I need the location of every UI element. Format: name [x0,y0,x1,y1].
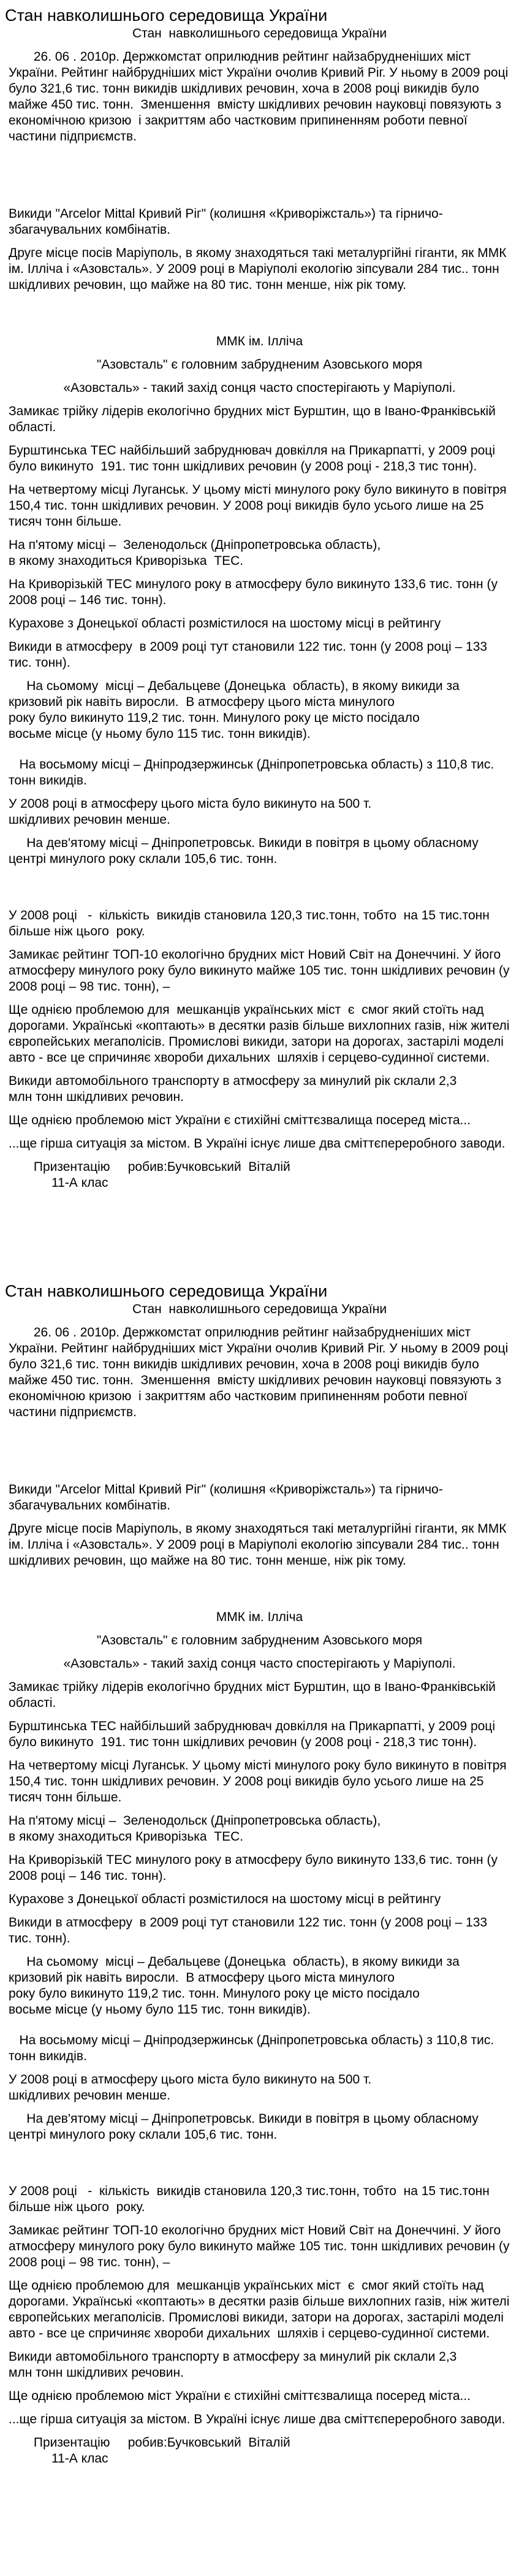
paragraph-dniprodzerzhynsk-2008: У 2008 році в атмосферу цього міста було викинуто на 500 т. шкідливих речовин менше. [9,797,372,827]
subtitle: Стан навколишнього середовища України [132,26,387,40]
document-title: Стан навколишнього середовища України [5,1282,328,1300]
caption-sunset: «Азовсталь» - такий захід сонця часто спостерігають у Маріуполі. [63,381,456,395]
paragraph-luhansk: На четвертому місці Луганськ. У цьому місті минулого року було викинуто в повітря 150,4 тис. тонн шкідливих речовин. У 2008 році викидів було усього лише на 25 тисяч тонн більше. [9,1758,510,1804]
paragraph-zelenodolsk: На п'ятому місці – Зеленодольск (Дніпропетровська область), в якому знаходиться Криворізька ТЕС. [9,1814,381,1844]
paragraph-kurakhove-emissions: Викиди в атмосферу в 2009 році тут становили 122 тис. тонн (у 2008 році – 133 тис. тонн). [9,640,491,670]
paragraph-dniprodzerzhynsk: На восьмому місці – Дніпродзержинськ (Дніпропетровська область) з 110,8 тис. тонн викидів. [9,757,498,788]
document-copy-1 [0,0,519,1191]
author-line: Призентацію робив:Бучковський Віталій [9,1160,290,1174]
paragraph-recycling: ...ще гірша ситуація за містом. В Україні існує лише два сміттєпереробного заводи. [9,1137,506,1151]
paragraph-2008-total: У 2008 році - кількість викидів становила 120,3 тис.тонн, тобто на 15 тис.тонн більше ніж цього року. [9,2184,493,2214]
paragraph-kryvorizka-tes: На Криворізькій ТЕС минулого року в атмосферу було викинуто 133,6 тис. тонн (у 2008 році – 146 тис. тонн). [9,1853,501,1883]
author-line: Призентацію робив:Бучковський Віталій [9,2436,290,2450]
paragraph-mariupol: Друге місце посів Маріуполь, в якому знаходяться такі металургійні гіганти, як ММК ім. Ілліча і «Азовсталь». У 2009 році в Маріуполі екологію зіпсували 284 тис.. тонн шкідливих речовин, що майже на 80 тис. тонн менше, ніж рік тому. [9,246,510,292]
paragraph-mariupol: Друге місце посів Маріуполь, в якому знаходяться такі металургійні гіганти, як ММК ім. Ілліча і «Азовсталь». У 2009 році в Маріуполі екологію зіпсували 284 тис.. тонн шкідливих речовин, що майже на 80 тис. тонн менше, ніж рік тому. [9,1522,510,1568]
paragraph-landfills: Ще однією проблемою міст України є стихійні сміттєзвалища посеред міста... [9,2389,471,2403]
paragraph-debaltseve: На сьомому місці – Дебальцеве (Донецька область), в якому викиди за кризовий рік навіть виросли. В атмосферу цього міста минулого року було викинуто 119,2 тис. тонн. Минулого року це місто посідало восьме місце (у ньому було 115 тис. тонн викидів). [9,1955,460,2017]
document-title: Стан навколишнього середовища України [5,6,328,25]
caption-mmk: ММК ім. Ілліча [216,1610,303,1624]
subtitle: Стан навколишнього середовища України [132,1302,387,1316]
paragraph-burshtyn-tes: Бурштинська ТЕС найбільший забруднювач довкілля на Прикарпатті, у 2009 році було викинуто 191. тис тонн шкідливих речовин (у 2008 році - 218,3 тис тонн). [9,1719,499,1749]
paragraph-smog: Ще однією проблемою для мешканців українських міст є смог який стоїть над дорогами. Українські «коптають» в десятки разів більше вихлопних газів, ніж жителі європейських мегаполісів. Промислові викиди, затори на дорогах, застарілі моделі авто - все це спричиняє хвороби дихальних шляхів і серцево-судинної системи. [9,1003,513,1065]
paragraph-kurakhove: Курахове з Донецької області розмістилося на шостому місці в рейтингу [9,616,441,631]
paragraph-novyi-svit: Замикає рейтинг ТОП-10 екологічно брудних міст Новий Світ на Донеччині. У його атмосферу минулого року було викинуто майже 105 тис. тонн шкідливих речовин (у 2008 році – 98 тис. тонн), – [9,2223,513,2269]
paragraph-dniprodzerzhynsk: На восьмому місці – Дніпродзержинськ (Дніпропетровська область) з 110,8 тис. тонн викидів. [9,2033,498,2063]
document-copy-2 [0,1276,519,2467]
paragraph-landfills: Ще однією проблемою міст України є стихійні сміттєзвалища посеред міста... [9,1113,471,1127]
paragraph-kryvorizka-tes: На Криворізькій ТЕС минулого року в атмосферу було викинуто 133,6 тис. тонн (у 2008 році – 146 тис. тонн). [9,577,501,607]
paragraph-transport: Викиди автомобільного транспорту в атмосферу за минулий рік склали 2,3 млн тонн шкідливих речовин. [9,2350,457,2380]
class-line: 11-А клас [9,1176,108,1190]
paragraph-burshtyn: Замикає трійку лідерів екологічно брудних міст Бурштин, що в Івано-Франківській області. [9,1680,499,1710]
paragraph-debaltseve: На сьомому місці – Дебальцеве (Донецька область), в якому викиди за кризовий рік навіть виросли. В атмосферу цього міста минулого року було викинуто 119,2 тис. тонн. Минулого року це місто посідало восьме місце (у ньому було 115 тис. тонн викидів). [9,679,460,741]
paragraph-recycling: ...ще гірша ситуація за містом. В Україні існує лише два сміттєпереробного заводи. [9,2412,506,2426]
intro-paragraph: 26. 06 . 2010р. Держкомстат оприлюднив рейтинг найзабрудненіших міст України. Рейтинг найбрудніших міст України очолив Кривий Ріг. У ньому в 2009 році було 321,6 тис. тонн викидів шкідливих речовин, хоча в 2008 році викидів було майже 450 тис. тонн. Зменшення вмісту шкідливих речовин науковці повязують з економічною кризою і закриттям або частковим припиненням роботи певної частини підприємств. [9,1325,512,1419]
paragraph-zelenodolsk: На п'ятому місці – Зеленодольск (Дніпропетровська область), в якому знаходиться Криворізька ТЕС. [9,538,381,568]
caption-azovstal: "Азовсталь" є головним забрудненим Азовського моря [96,1633,423,1647]
paragraph-burshtyn-tes: Бурштинська ТЕС найбільший забруднювач довкілля на Прикарпатті, у 2009 році було викинуто 191. тис тонн шкідливих речовин (у 2008 році - 218,3 тис тонн). [9,443,499,473]
paragraph-arcelor: Викиди "Arcelor Mittal Кривий Ріг" (колишня «Криворіжсталь») та гірничо-збагачувальних комбінатів. [9,1482,443,1512]
intro-paragraph: 26. 06 . 2010р. Держкомстат оприлюднив рейтинг найзабрудненіших міст України. Рейтинг найбрудніших міст України очолив Кривий Ріг. У ньому в 2009 році було 321,6 тис. тонн викидів шкідливих речовин, хоча в 2008 році викидів було майже 450 тис. тонн. Зменшення вмісту шкідливих речовин науковці повязують з економічною кризою і закриттям або частковим припиненням роботи певної частини підприємств. [9,50,512,144]
paragraph-transport: Викиди автомобільного транспорту в атмосферу за минулий рік склали 2,3 млн тонн шкідливих речовин. [9,1074,457,1104]
paragraph-kurakhove-emissions: Викиди в атмосферу в 2009 році тут становили 122 тис. тонн (у 2008 році – 133 тис. тонн). [9,1915,491,1945]
paragraph-2008-total: У 2008 році - кількість викидів становила 120,3 тис.тонн, тобто на 15 тис.тонн більше ніж цього року. [9,908,493,938]
paragraph-novyi-svit: Замикає рейтинг ТОП-10 екологічно брудних міст Новий Світ на Донеччині. У його атмосферу минулого року було викинуто майже 105 тис. тонн шкідливих речовин (у 2008 році – 98 тис. тонн), – [9,948,513,994]
paragraph-dnipropetrovsk: На дев'ятому місці – Дніпропетровськ. Викиди в повітря в цьому обласному центрі минулого року склали 105,6 тис. тонн. [9,2112,482,2142]
paragraph-dnipropetrovsk: На дев'ятому місці – Дніпропетровськ. Викиди в повітря в цьому обласному центрі минулого року склали 105,6 тис. тонн. [9,836,482,866]
class-line: 11-А клас [9,2451,108,2466]
caption-azovstal: "Азовсталь" є головним забрудненим Азовського моря [96,358,423,372]
paragraph-burshtyn: Замикає трійку лідерів екологічно брудних міст Бурштин, що в Івано-Франківській області. [9,404,499,434]
caption-sunset: «Азовсталь» - такий захід сонця часто спостерігають у Маріуполі. [63,1657,456,1671]
caption-mmk: ММК ім. Ілліча [216,334,303,348]
paragraph-kurakhove: Курахове з Донецької області розмістилося на шостому місці в рейтингу [9,1892,441,1906]
paragraph-arcelor: Викиди "Arcelor Mittal Кривий Ріг" (колишня «Криворіжсталь») та гірничо-збагачувальних комбінатів. [9,207,443,237]
paragraph-smog: Ще однією проблемою для мешканців українських міст є смог який стоїть над дорогами. Українські «коптають» в десятки разів більше вихлопних газів, ніж жителі європейських мегаполісів. Промислові викиди, затори на дорогах, застарілі моделі авто - все це спричиняє хвороби дихальних шляхів і серцево-судинної системи. [9,2279,513,2340]
paragraph-luhansk: На четвертому місці Луганськ. У цьому місті минулого року було викинуто в повітря 150,4 тис. тонн шкідливих речовин. У 2008 році викидів було усього лише на 25 тисяч тонн більше. [9,483,510,529]
paragraph-dniprodzerzhynsk-2008: У 2008 році в атмосферу цього міста було викинуто на 500 т. шкідливих речовин менше. [9,2072,372,2103]
